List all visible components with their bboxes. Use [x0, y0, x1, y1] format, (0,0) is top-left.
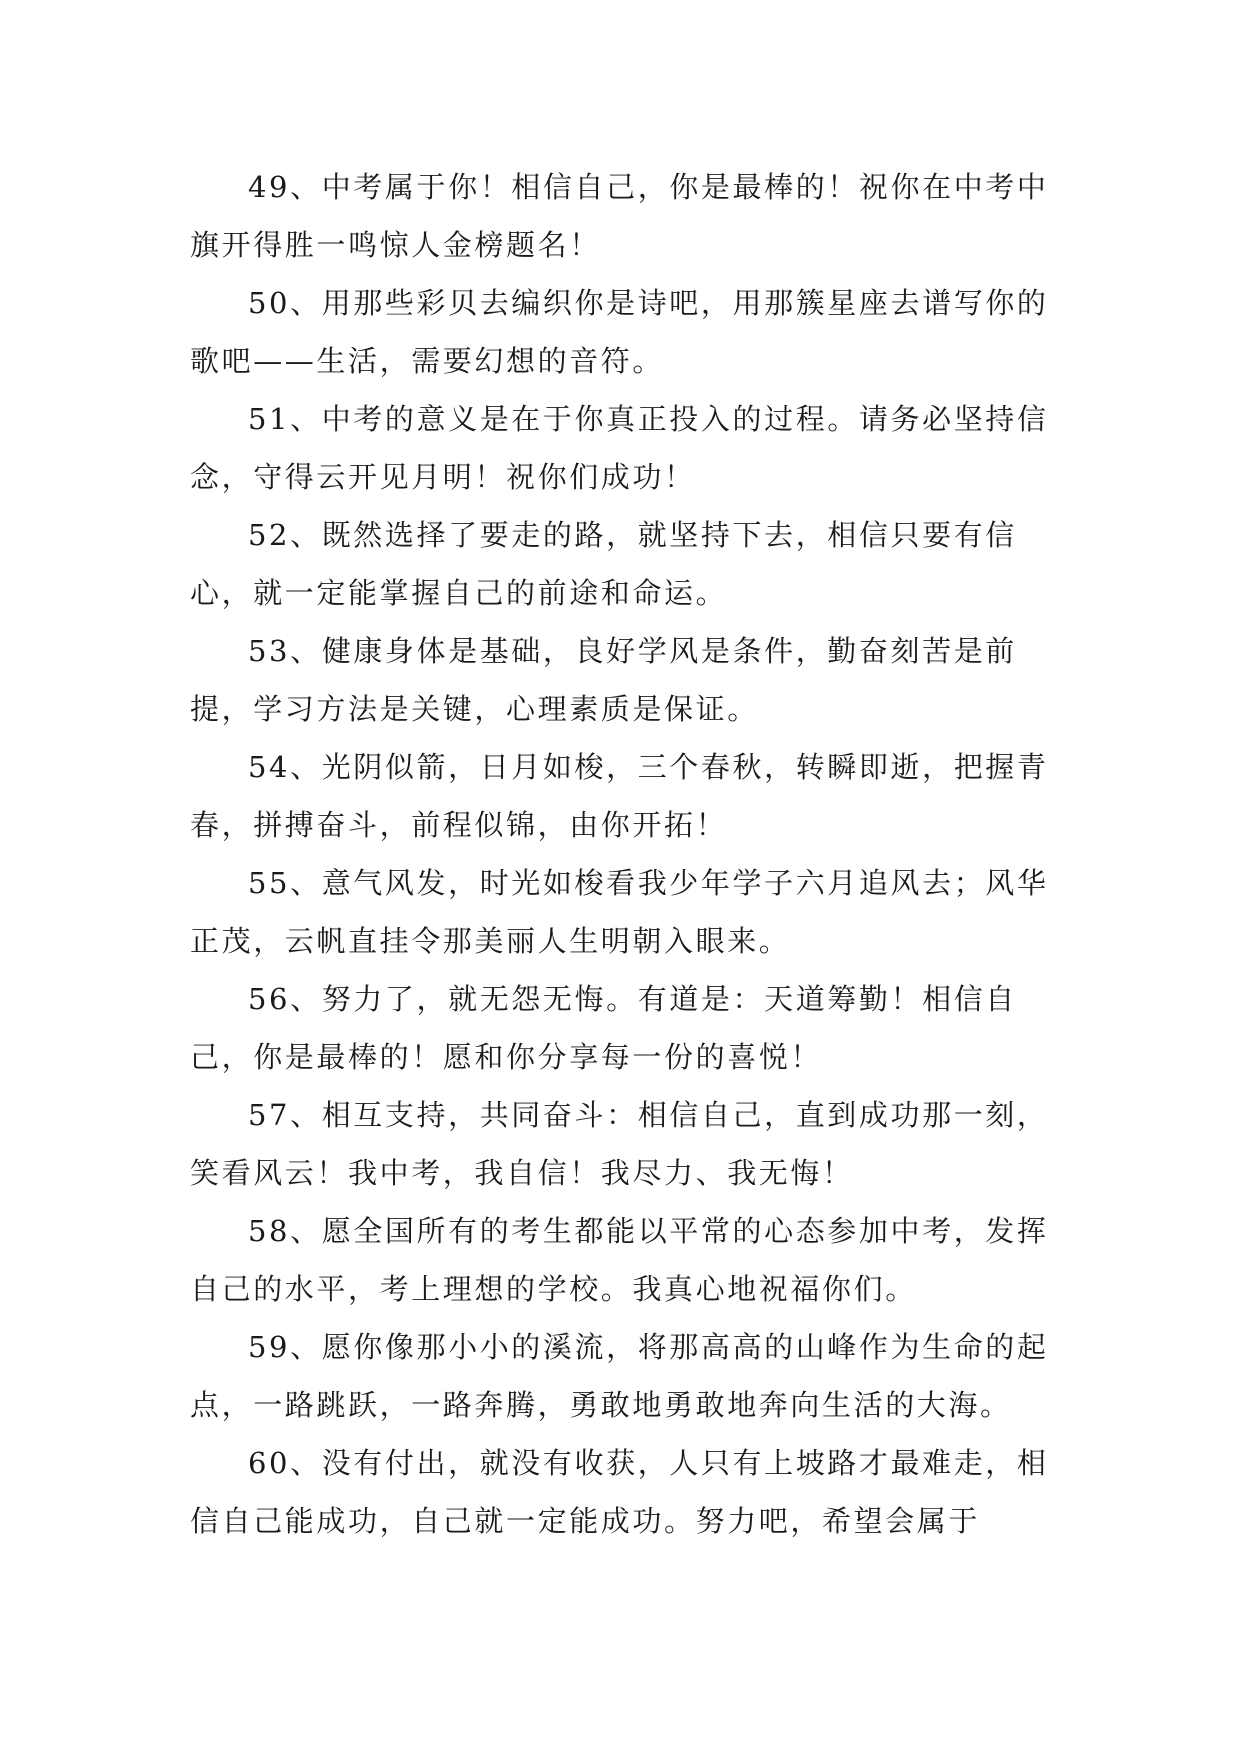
paragraph-54: 54、光阴似箭，日月如梭，三个春秋，转瞬即逝，把握青春，拼搏奋斗，前程似锦，由你开拓！ [190, 750, 1049, 842]
paragraph-56: 56、努力了，就无怨无悔。有道是：天道筹勤！相信自己，你是最棒的！愿和你分享每一份的喜悦！ [190, 982, 1017, 1074]
paragraph-49: 49、中考属于你！相信自己，你是最棒的！祝你在中考中旗开得胜一鸣惊人金榜题名！ [190, 170, 1049, 262]
paragraph-58: 58、愿全国所有的考生都能以平常的心态参加中考，发挥自己的水平，考上理想的学校。我真心地祝福你们。 [190, 1214, 1049, 1306]
document-body [190, 158, 1050, 1550]
paragraph-53: 53、健康身体是基础，良好学风是条件，勤奋刻苦是前提，学习方法是关键，心理素质是保证。 [190, 634, 1017, 726]
paragraph-51: 51、中考的意义是在于你真正投入的过程。请务必坚持信念，守得云开见月明！祝你们成功！ [190, 402, 1049, 494]
paragraph-55: 55、意气风发，时光如梭看我少年学子六月追风去；风华正茂，云帆直挂令那美丽人生明朝入眼来。 [190, 866, 1049, 958]
paragraph-60: 60、没有付出，就没有收获，人只有上坡路才最难走，相信自己能成功，自己就一定能成功。努力吧，希望会属于 [190, 1446, 1049, 1538]
paragraph-50: 50、用那些彩贝去编织你是诗吧，用那簇星座去谱写你的歌吧——生活，需要幻想的音符。 [190, 286, 1049, 378]
paragraph-59: 59、愿你像那小小的溪流，将那高高的山峰作为生命的起点，一路跳跃，一路奔腾，勇敢地勇敢地奔向生活的大海。 [190, 1330, 1049, 1422]
paragraph-57: 57、相互支持，共同奋斗：相信自己，直到成功那一刻，笑看风云！我中考，我自信！我尽力、我无悔！ [190, 1098, 1049, 1190]
paragraph-52: 52、既然选择了要走的路，就坚持下去，相信只要有信心，就一定能掌握自己的前途和命运。 [190, 518, 1017, 610]
